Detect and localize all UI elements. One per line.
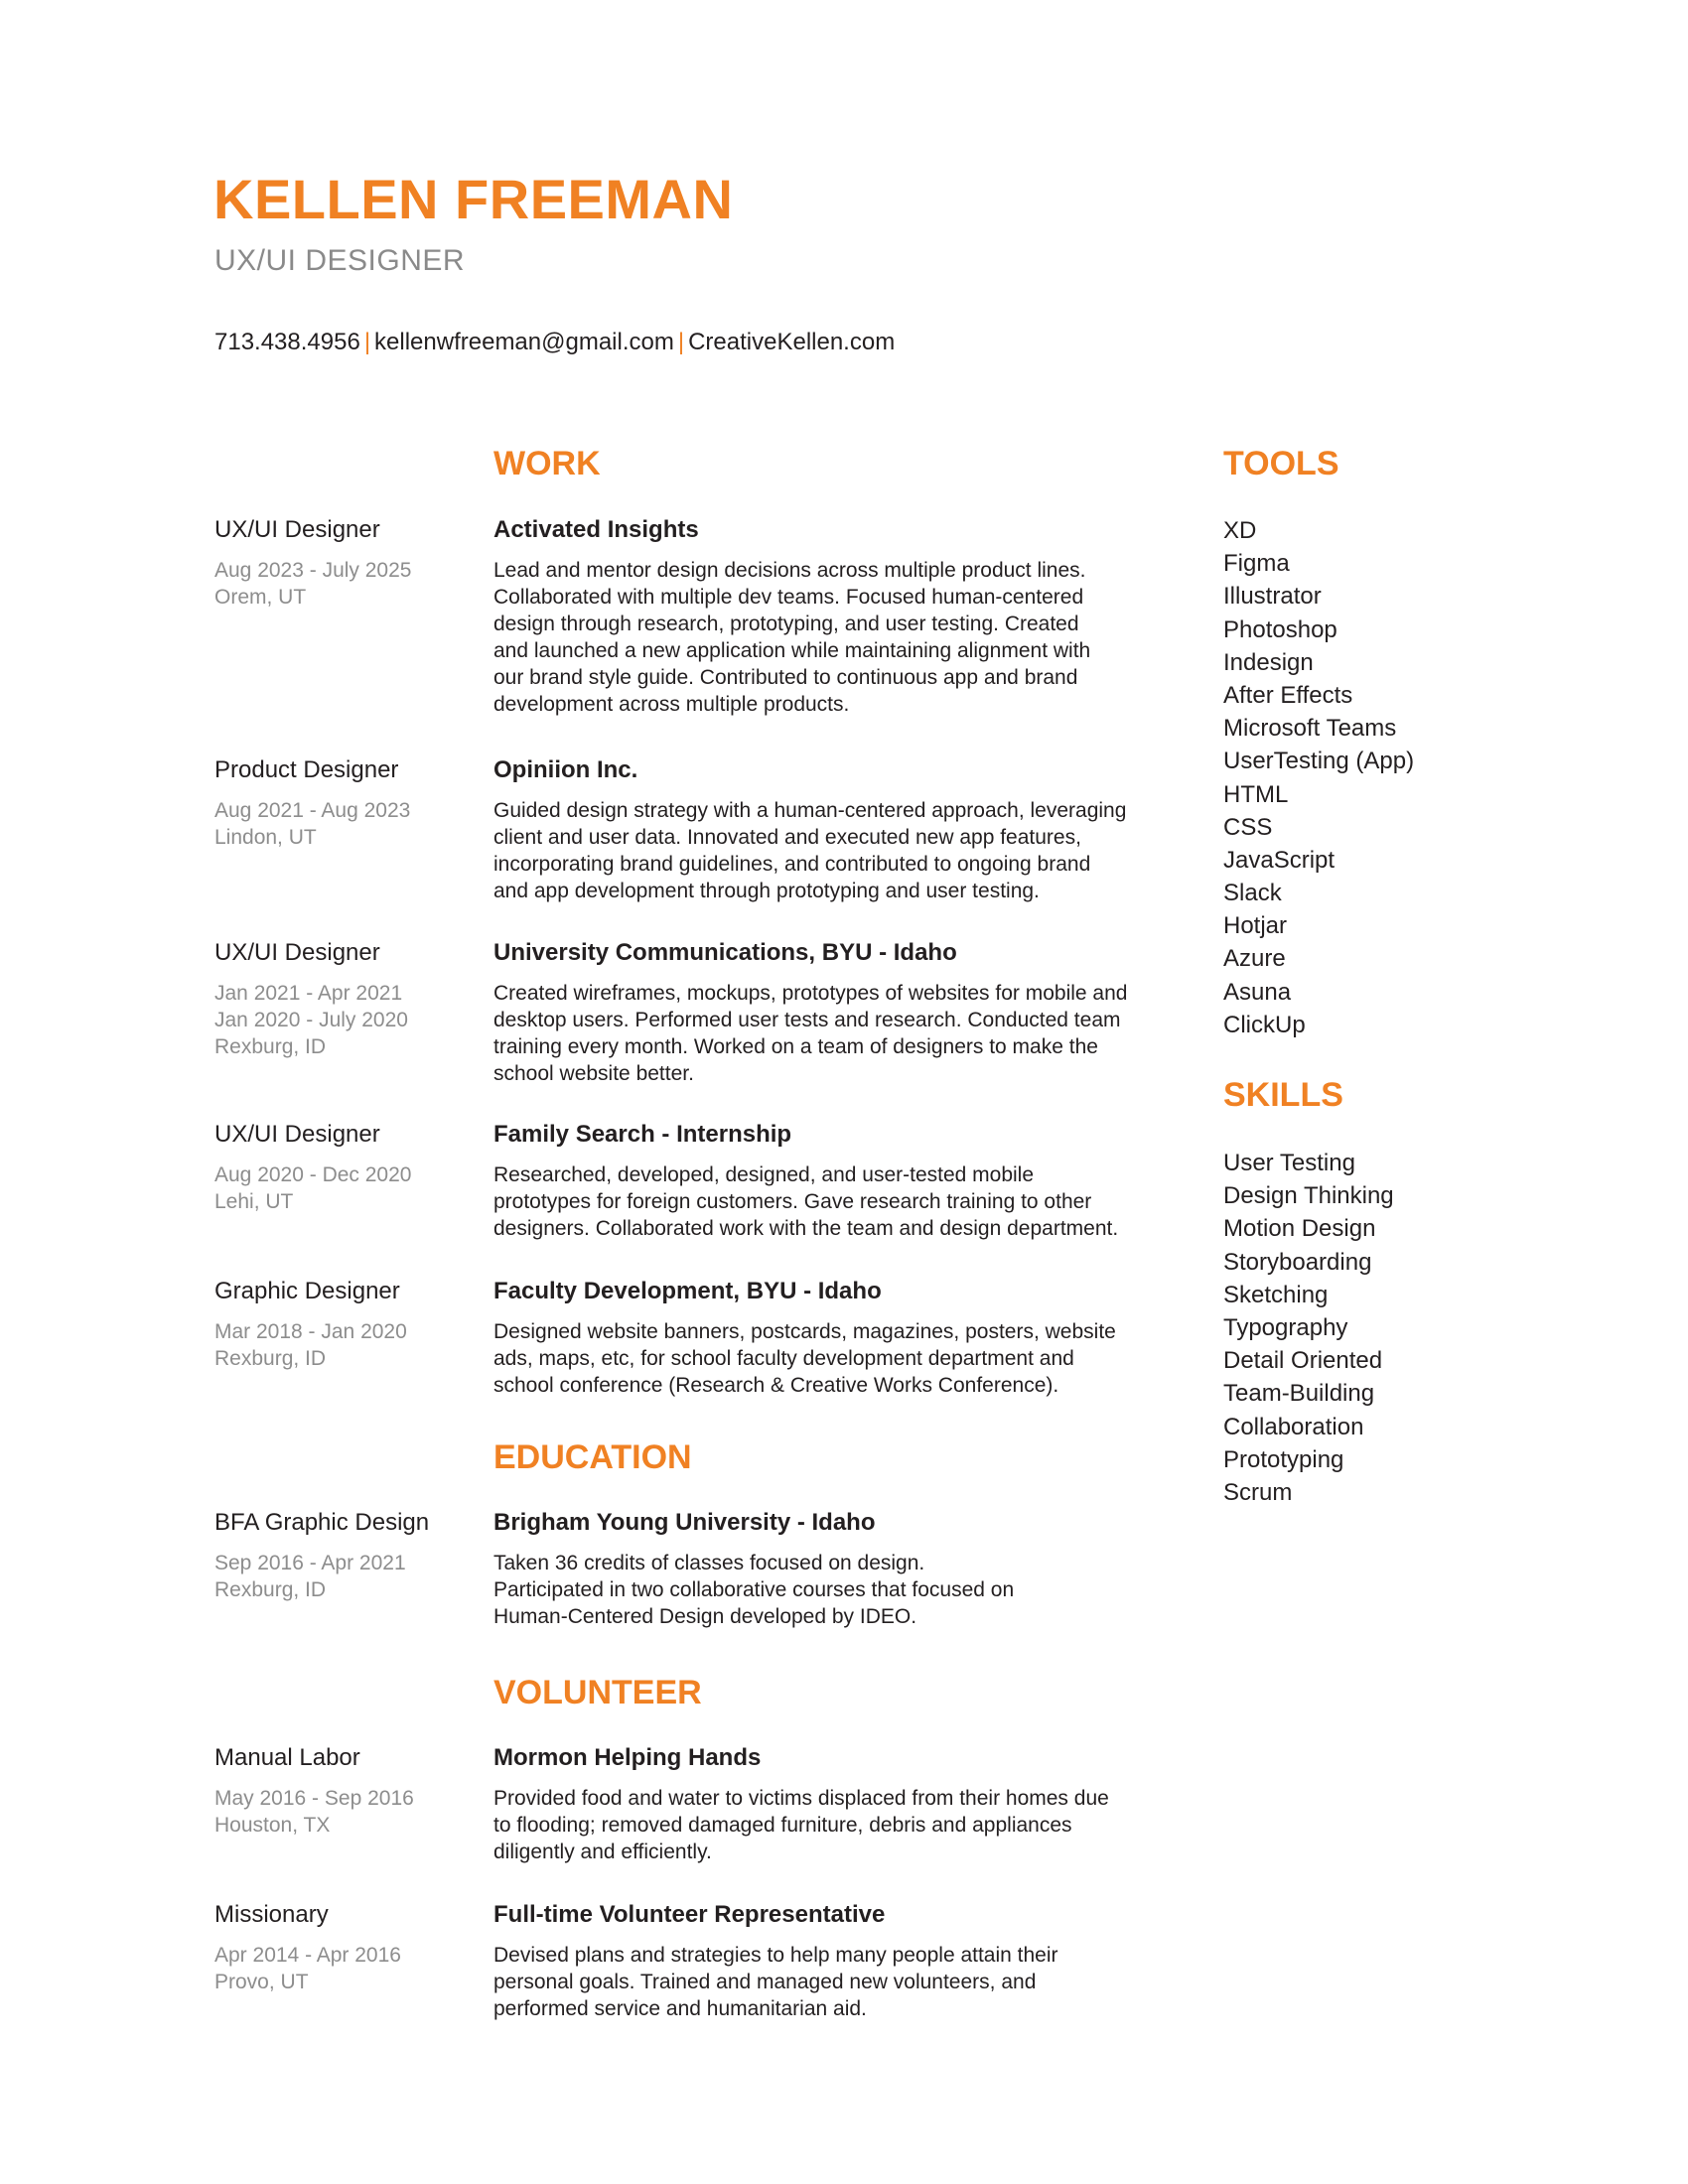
description-line: school website better.	[493, 1061, 694, 1085]
entry-dates-location	[214, 1550, 473, 1603]
skill-item: Prototyping	[1223, 1445, 1344, 1473]
tools-heading: TOOLS	[1223, 445, 1339, 482]
description-line: design through research, prototyping, and user testing. Created	[493, 612, 1079, 635]
entry-dates: Jan 2021 - Apr 2021	[214, 981, 403, 1005]
work-entry-detail	[493, 939, 1194, 1087]
tool-item: Asuna	[1223, 978, 1292, 1006]
description-line: Designed website banners, postcards, magazines, posters, website	[493, 1319, 1116, 1343]
tool-item: Illustrator	[1223, 583, 1322, 611]
entry-role: BFA Graphic Design	[214, 1509, 430, 1536]
tool-item: Azure	[1223, 945, 1286, 973]
tool-item: UserTesting (App)	[1223, 748, 1415, 775]
entry-location: Provo, UT	[214, 1970, 309, 1993]
entry-role: UX/UI Designer	[214, 939, 380, 966]
work-heading: WORK	[493, 445, 601, 482]
entry-description	[493, 1318, 1194, 1399]
tool-item: Hotjar	[1223, 912, 1288, 940]
description-line: and app development through prototyping and user testing.	[493, 879, 1040, 902]
skills-list	[1223, 1147, 1481, 1509]
entry-dates-location	[214, 1785, 473, 1839]
entry-description	[493, 980, 1194, 1087]
entry-dates: Apr 2014 - Apr 2016	[214, 1943, 401, 1967]
tool-item: JavaScript	[1223, 846, 1336, 874]
entry-dates: Aug 2021 - Aug 2023	[214, 798, 411, 822]
entry-description	[493, 1161, 1194, 1242]
description-line: personal goals. Trained and managed new volunteers, and	[493, 1970, 1037, 1993]
entry-role: Missionary	[214, 1901, 329, 1928]
description-line: incorporating brand guidelines, and contributed to ongoing brand	[493, 852, 1091, 876]
entry-location: Rexburg, ID	[214, 1577, 327, 1601]
work-entry-detail	[493, 1121, 1194, 1242]
entry-dates: Jan 2020 - July 2020	[214, 1008, 408, 1031]
education-entry-meta	[214, 1509, 473, 1603]
description-line: Provided food and water to victims displaced from their homes due	[493, 1786, 1109, 1810]
work-entry-meta	[214, 1278, 473, 1372]
skill-item: Detail Oriented	[1223, 1347, 1383, 1375]
entry-dates-location	[214, 797, 473, 851]
entry-location: Houston, TX	[214, 1813, 331, 1837]
description-line: desktop users. Performed user tests and research. Conducted team	[493, 1008, 1121, 1031]
work-entry-meta	[214, 1121, 473, 1215]
skill-item: User Testing	[1223, 1150, 1355, 1176]
work-entry-detail	[493, 756, 1194, 904]
entry-dates: Mar 2018 - Jan 2020	[214, 1319, 407, 1343]
entry-organization: Full-time Volunteer Representative	[493, 1901, 886, 1928]
email-address[interactable]: kellenwfreeman@gmail.com	[374, 329, 674, 355]
entry-description	[493, 797, 1194, 904]
volunteer-entry-meta	[214, 1901, 473, 1995]
entry-dates: Aug 2020 - Dec 2020	[214, 1162, 412, 1186]
entry-dates-location	[214, 1161, 473, 1215]
entry-role: Product Designer	[214, 756, 399, 783]
entry-location: Rexburg, ID	[214, 1346, 327, 1370]
entry-dates-location	[214, 1942, 473, 1995]
description-line: Created wireframes, mockups, prototypes of websites for mobile and	[493, 981, 1128, 1005]
entry-organization: University Communications, BYU - Idaho	[493, 939, 957, 966]
entry-organization: Brigham Young University - Idaho	[493, 1509, 876, 1536]
description-line: and launched a new application while maintaining alignment with	[493, 638, 1091, 662]
website-link[interactable]: CreativeKellen.com	[688, 329, 896, 355]
volunteer-entry-meta	[214, 1744, 473, 1839]
entry-organization: Family Search - Internship	[493, 1121, 792, 1148]
skill-item: Design Thinking	[1223, 1182, 1394, 1210]
entry-location: Lehi, UT	[214, 1189, 294, 1213]
tool-item: After Effects	[1223, 681, 1353, 709]
tool-item: HTML	[1223, 780, 1289, 808]
description-line: Taken 36 credits of classes focused on design.	[493, 1551, 925, 1574]
entry-dates: Aug 2023 - July 2025	[214, 558, 412, 582]
entry-organization: Mormon Helping Hands	[493, 1744, 762, 1771]
tools-list	[1223, 514, 1481, 1041]
description-line: development across multiple products.	[493, 692, 850, 716]
work-entry-meta	[214, 516, 473, 611]
entry-role: Graphic Designer	[214, 1278, 400, 1304]
tool-item: Photoshop	[1223, 615, 1337, 643]
skill-item: Collaboration	[1223, 1413, 1364, 1440]
education-heading: EDUCATION	[493, 1438, 692, 1476]
entry-dates-location	[214, 980, 473, 1060]
entry-description	[493, 1785, 1194, 1865]
entry-dates-location	[214, 557, 473, 611]
entry-description	[493, 1550, 1194, 1630]
entry-role: UX/UI Designer	[214, 1121, 380, 1148]
description-line: prototypes for foreign customers. Gave research training to other	[493, 1189, 1092, 1213]
entry-organization: Activated Insights	[493, 516, 699, 543]
volunteer-entry-detail	[493, 1901, 1194, 2022]
entry-dates: May 2016 - Sep 2016	[214, 1786, 414, 1810]
tool-item: ClickUp	[1223, 1011, 1306, 1038]
skill-item: Motion Design	[1223, 1215, 1376, 1243]
description-line: our brand style guide. Contributed to continuous app and brand	[493, 665, 1078, 689]
work-entry-detail	[493, 1278, 1194, 1399]
entry-organization: Opiniion Inc.	[493, 756, 638, 783]
job-title: UX/UI DESIGNER	[214, 244, 466, 277]
phone-number: 713.438.4956	[214, 329, 360, 355]
description-line: Participated in two collaborative courses that focused on	[493, 1577, 1015, 1601]
tool-item: XD	[1223, 517, 1257, 544]
entry-dates-location	[214, 1318, 473, 1372]
volunteer-entry-detail	[493, 1744, 1194, 1865]
tool-item: Microsoft Teams	[1223, 715, 1397, 743]
skill-item: Team-Building	[1223, 1380, 1375, 1408]
contact-separator: |	[363, 329, 371, 355]
skill-item: Typography	[1223, 1313, 1348, 1341]
contact-separator: |	[677, 329, 685, 355]
entry-location: Lindon, UT	[214, 825, 317, 849]
work-entry-detail	[493, 516, 1194, 718]
description-line: training every month. Worked on a team of designers to make the	[493, 1034, 1098, 1058]
education-entry-detail	[493, 1509, 1194, 1630]
description-line: Collaborated with multiple dev teams. Focused human-centered	[493, 585, 1084, 609]
entry-role: UX/UI Designer	[214, 516, 380, 543]
tool-item: Indesign	[1223, 648, 1314, 676]
description-line: Lead and mentor design decisions across multiple product lines.	[493, 558, 1086, 582]
skill-item: Scrum	[1223, 1478, 1293, 1506]
skills-heading: SKILLS	[1223, 1076, 1343, 1114]
work-entry-meta	[214, 939, 473, 1060]
entry-role: Manual Labor	[214, 1744, 360, 1771]
description-line: Guided design strategy with a human-centered approach, leveraging	[493, 798, 1127, 822]
tool-item: CSS	[1223, 813, 1273, 841]
entry-organization: Faculty Development, BYU - Idaho	[493, 1278, 882, 1304]
description-line: designers. Collaborated work with the team and design department.	[493, 1216, 1119, 1240]
description-line: to flooding; removed damaged furniture, debris and appliances	[493, 1813, 1072, 1837]
description-line: performed service and humanitarian aid.	[493, 1996, 867, 2020]
contact-line	[214, 329, 895, 356]
tool-item: Figma	[1223, 550, 1290, 578]
skill-item: Sketching	[1223, 1281, 1329, 1308]
entry-location: Orem, UT	[214, 585, 307, 609]
description-line: ads, maps, etc, for school faculty development department and	[493, 1346, 1074, 1370]
description-line: diligently and efficiently.	[493, 1840, 712, 1863]
description-line: client and user data. Innovated and executed new app features,	[493, 825, 1081, 849]
skill-item: Storyboarding	[1223, 1248, 1372, 1276]
entry-dates: Sep 2016 - Apr 2021	[214, 1551, 406, 1574]
description-line: Devised plans and strategies to help many people attain their	[493, 1943, 1058, 1967]
entry-description	[493, 1942, 1194, 2022]
description-line: Human-Centered Design developed by IDEO.	[493, 1604, 917, 1628]
candidate-name: KELLEN FREEMAN	[213, 168, 734, 230]
work-entry-meta	[214, 756, 473, 851]
volunteer-heading: VOLUNTEER	[493, 1674, 702, 1711]
description-line: school conference (Research & Creative Works Conference).	[493, 1373, 1059, 1397]
entry-location: Rexburg, ID	[214, 1034, 327, 1058]
tool-item: Slack	[1223, 880, 1282, 907]
entry-description	[493, 557, 1194, 718]
description-line: Researched, developed, designed, and user-tested mobile	[493, 1162, 1035, 1186]
